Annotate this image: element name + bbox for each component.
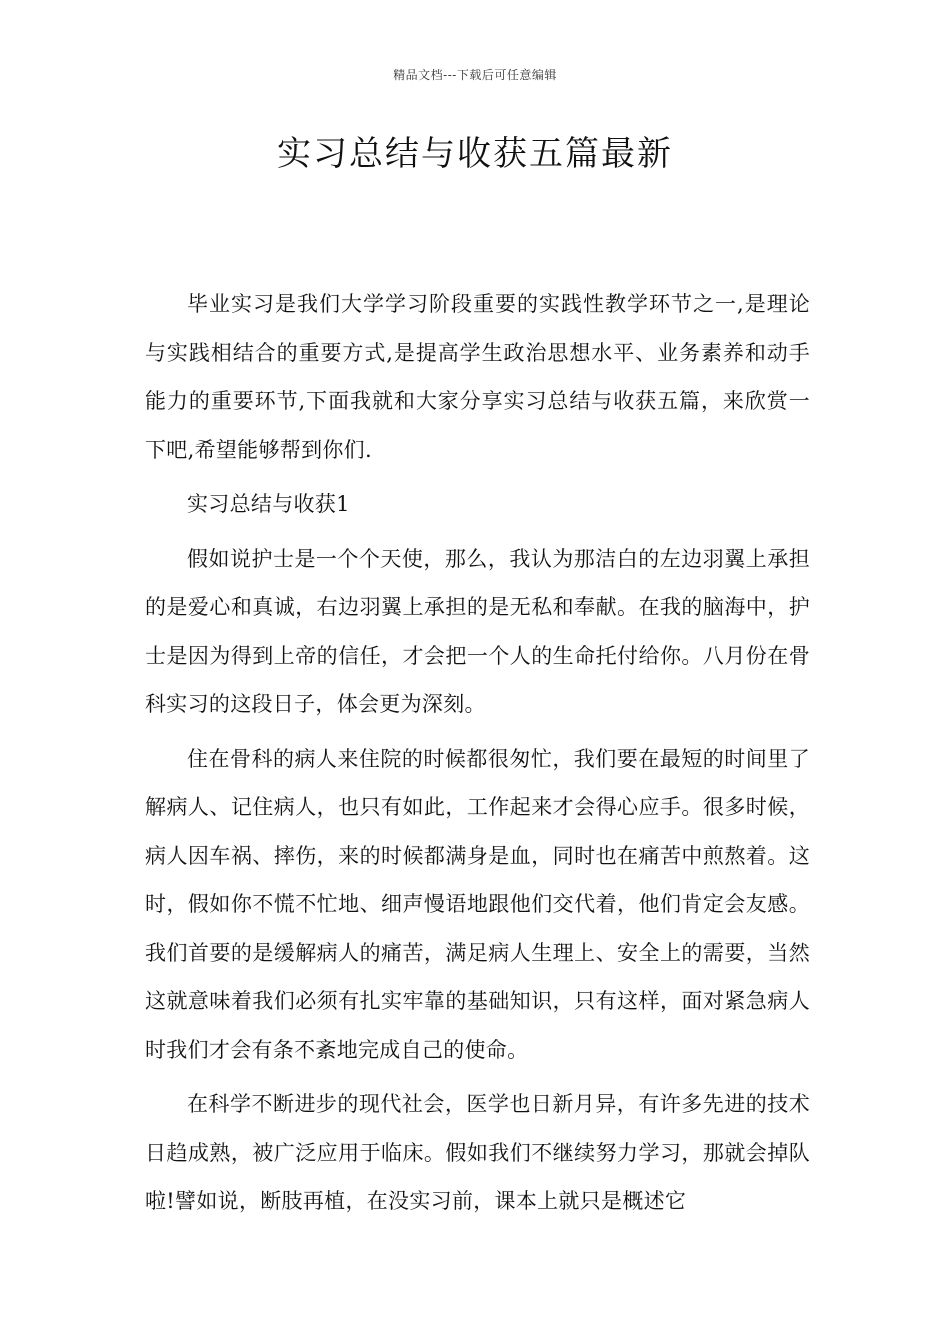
paragraph: 假如说护士是一个个天使，那么，我认为那洁白的左边羽翼上承担的是爱心和真诚，右边羽翼上承担的是无私和奉献。在我的脑海中，护士是因为得到上帝的信任，才会把一个人的生命托付给你。八月份在骨科实习的这段日子，体会更为深刻。 bbox=[145, 546, 810, 716]
section-heading: 实习总结与收获1 bbox=[187, 492, 350, 516]
paragraph-intro: 毕业实习是我们大学学习阶段重要的实践性教学环节之一,是理论与实践相结合的重要方式,是提高学生政治思想水平、业务素养和动手能力的重要环节,下面我就和大家分享实习总结与收获五篇，来欣赏一下吧,希望能够帮到你们. bbox=[145, 292, 810, 462]
document-title: 实习总结与收获五篇最新 bbox=[277, 134, 673, 174]
document-body bbox=[145, 280, 810, 1232]
paragraph: 住在骨科的病人来住院的时候都很匆忙，我们要在最短的时间里了解病人、记住病人，也只有如此，工作起来才会得心应手。很多时候，病人因车祸、摔伤，来的时候都满身是血，同时也在痛苦中煎熬着。这时，假如你不慌不忙地、细声慢语地跟他们交代着，他们肯定会友感。我们首要的是缓解病人的痛苦，满足病人生理上、安全上的需要，当然这就意味着我们必须有扎实牢靠的基础知识，只有这样，面对紧急病人时我们才会有条不紊地完成自己的使命。 bbox=[145, 746, 810, 1062]
page-header: 精品文档---下载后可任意编辑 bbox=[393, 68, 557, 82]
paragraph: 在科学不断进步的现代社会，医学也日新月异，有许多先进的技术日趋成熟，被广泛应用于临床。假如我们不继续努力学习，那就会掉队啦!譬如说，断肢再植，在没实习前，课本上就只是概述它 bbox=[145, 1092, 810, 1213]
